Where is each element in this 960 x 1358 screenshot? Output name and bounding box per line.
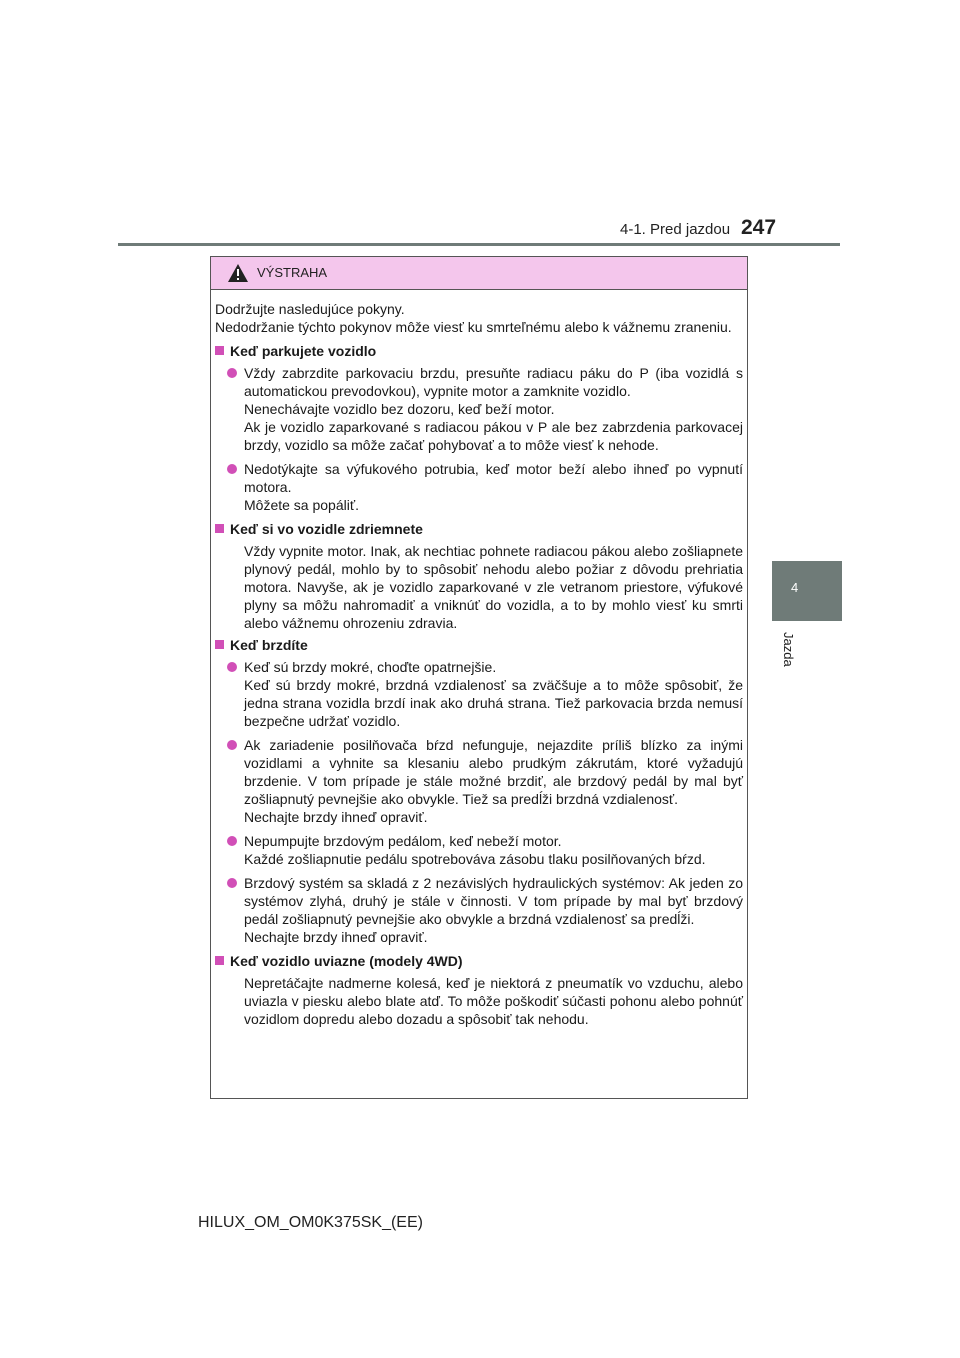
square-bullet-icon [215,956,224,965]
circle-bullet-icon [227,878,237,888]
list-item: Vždy zabrzdite parkovaciu brzdu, presuňte radiacu páku do P (iba vozidlá s automatickou prevodovkou), vypnite motor a zamknite vozidlo. Nenechávajte vozidlo bez dozoru, keď beží motor. Ak je vozidlo zaparkované s radiacou pákou v P ale bez zabrzdenia parkovacej brzdy, vozidlo sa môže začať pohybovať a to môže viesť k nehode. [215,364,743,454]
section-heading: Keď vozidlo uviazne (modely 4WD) [215,952,743,970]
warning-intro-1: Dodržujte nasledujúce pokyny. [215,301,405,317]
circle-bullet-icon [227,662,237,672]
list-item: Keď sú brzdy mokré, choďte opatrnejšie. Keď sú brzdy mokré, brzdná vzdialenosť sa zväčšuje a to môže spôsobiť, že jedna strana vozidla brzdí inak ako druhá strana. Tiež parkovacia brzda nemusí bezpečne udržať vozidlo. [215,658,743,730]
square-bullet-icon [215,524,224,533]
chapter-tab-label: Jazda [781,632,796,667]
circle-bullet-icon [227,368,237,378]
chapter-tab-number: 4 [791,580,799,595]
square-bullet-icon [215,346,224,355]
section-heading: Keď brzdíte [215,636,743,654]
warning-title: VÝSTRAHA [257,265,328,280]
circle-bullet-icon [227,740,237,750]
list-item: Nepumpujte brzdovým pedálom, keď nebeží motor. Každé zošliapnutie pedálu spotrebováva zásobu tlaku posilňovaných bŕzd. [215,832,743,868]
header-section-title: 4-1. Pred jazdou [620,221,731,238]
section-heading: Keď si vo vozidle zdriemnete [215,520,743,538]
section-paragraph: Nepretáčajte nadmerne kolesá, keď je niektorá z pneumatík vo vzduchu, alebo uviazla v piesku alebo blate atď. To môže poškodiť súčasti pohonu alebo pohnúť vozidlom dopredu alebo dozadu a spôsobiť tak nehodu. [244,975,743,1027]
chapter-tab [772,561,842,621]
list-item: Brzdový systém sa skladá z 2 nezávislých hydraulických systémov: Ak jeden zo systémov zlyhá, druhý je stále v činnosti. V tom prípade by mal byť brzdový pedál zošliapnutý pevnejšie ako obvykle a brzdná vzdialenosť sa predĺži. Nechajte brzdy ihneď opraviť. [215,874,743,946]
section-braking [215,636,743,946]
list-item: Ak zariadenie posilňovača bŕzd nefunguje, nejazdite príliš blízko za inými vozidlami a vyhnite sa klesaniu alebo prudkým zákrutám, ktoré vyžadujú brzdenie. V tom prípade je stále možné brzdiť, ale brzdový pedál by mal byť zošliapnutý pevnejšie ako obvykle. Tiež sa predĺži brzdná vzdialenosť. Nechajte brzdy ihneď opraviť. [215,736,743,826]
section-parking [215,342,743,514]
warning-header [211,257,747,290]
section-stuck-vehicle [215,952,743,1028]
circle-bullet-icon [227,836,237,846]
warning-intro-2: Nedodržanie týchto pokynov môže viesť ku smrteľnému alebo k vážnemu zraneniu. [215,319,732,335]
section-paragraph: Vždy vypnite motor. Inak, ak nechtiac pohnete radiacou pákou alebo zošliapnete plynový pedál, mohlo by to spôsobiť nehodu alebo požiar z dôvodu prehriatia motora. Navyše, ak je vozidlo zaparkované v zle vetranom priestore, výfukové plyny sa môžu nahromadiť a vniknúť do vozidla, a to by mohlo viesť ku smrti alebo vážnemu ohrozeniu zdravia. [244,543,743,631]
page-number: 247 [741,216,777,239]
circle-bullet-icon [227,464,237,474]
section-napping [215,520,743,632]
warning-content [215,300,743,1028]
footer-document-code: HILUX_OM_OM0K375SK_(EE) [198,1214,423,1231]
warning-box [210,256,748,1099]
square-bullet-icon [215,640,224,649]
header-divider [118,243,840,246]
section-heading: Keď parkujete vozidlo [215,342,743,360]
list-item: Nedotýkajte sa výfukového potrubia, keď motor beží alebo ihneď po vypnutí motora. Môžete sa popáliť. [215,460,743,514]
warning-triangle-icon [227,263,249,283]
